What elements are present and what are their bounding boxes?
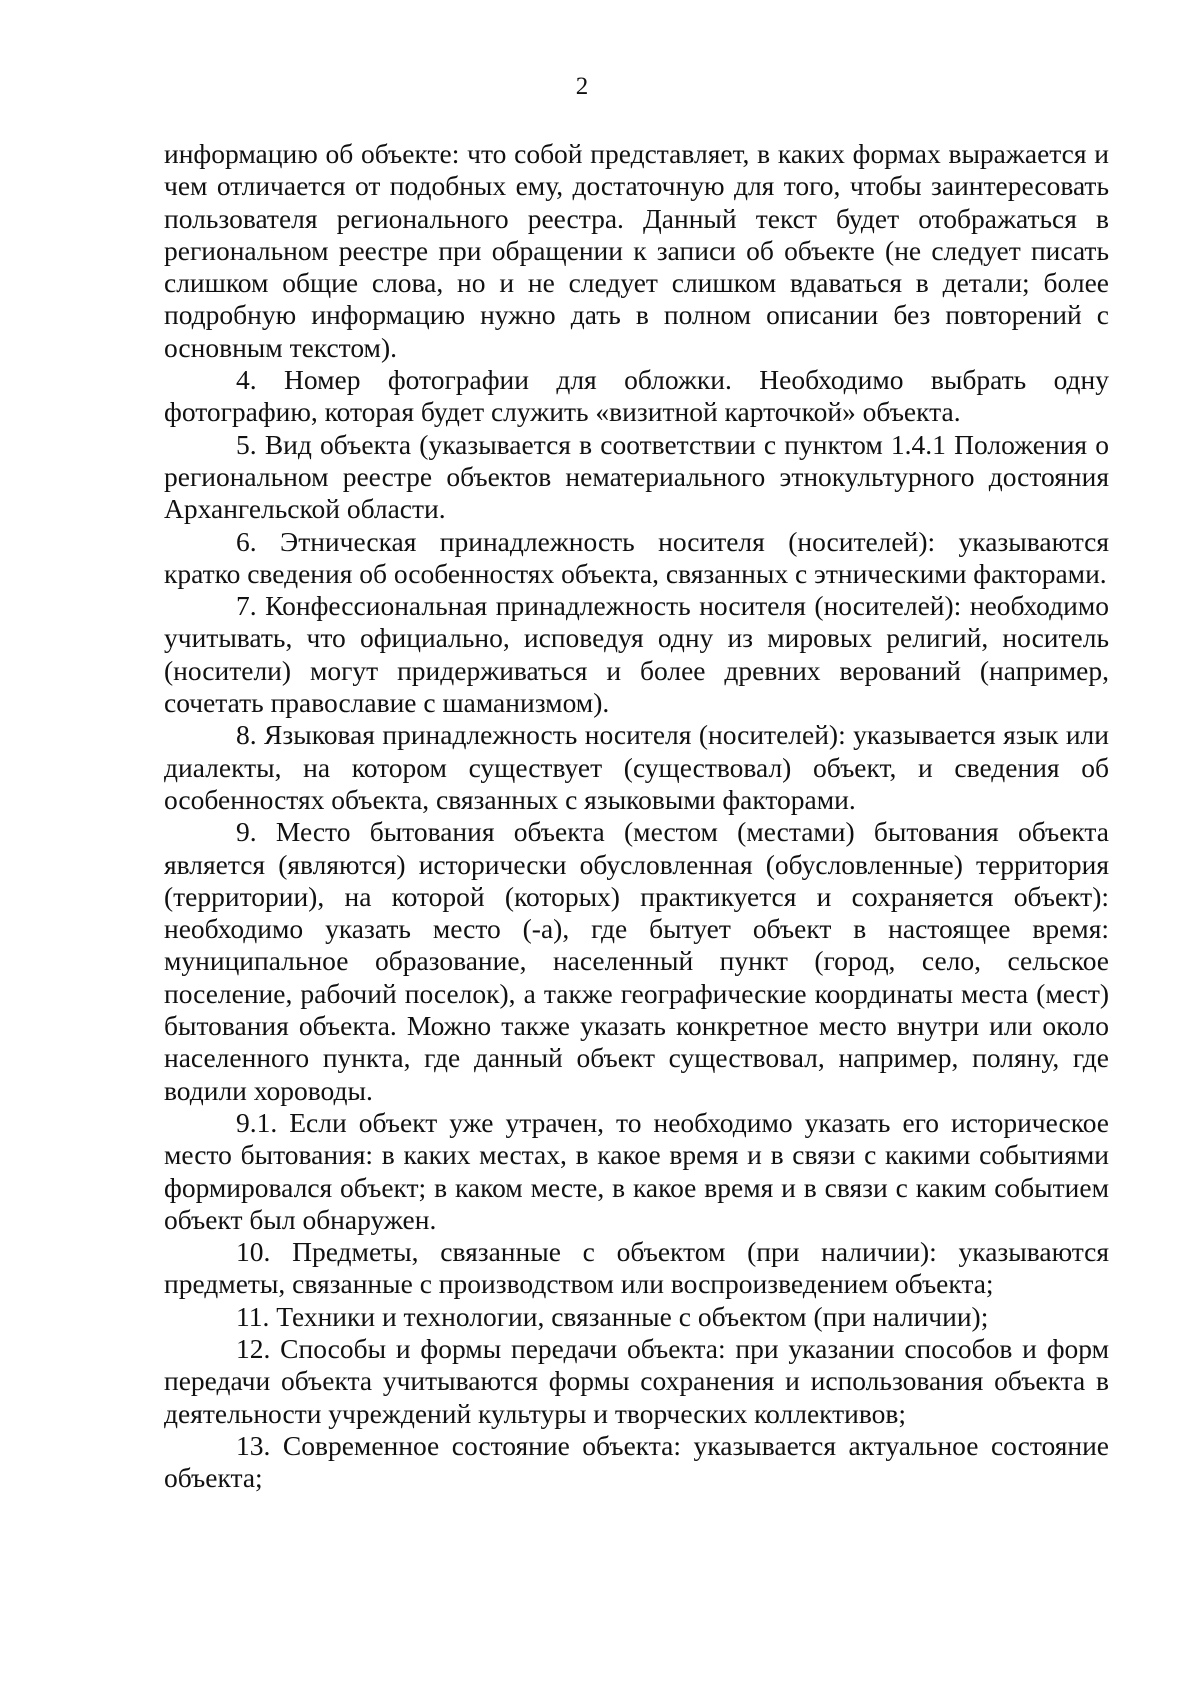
paragraph-item-11: 11. Техники и технологии, связанные с объектом (при наличии); bbox=[236, 1300, 989, 1332]
paragraph-item-9-1: 9.1. Если объект уже утрачен, то необходимо указать его историческое место бытования: в каких местах, в какое время и в связи с какими событиями формировался объект; в каком месте, в какое время и в связи с каким событием объект был обнаружен. bbox=[164, 1106, 1109, 1235]
paragraph-item-5: 5. Вид объекта (указывается в соответствии с пунктом 1.4.1 Положения о региональном реестре объектов нематериального этнокультурного достояния Архангельской области. bbox=[164, 428, 1109, 525]
paragraph-item-8: 8. Языковая принадлежность носителя (носителей): указывается язык или диалекты, на котором существует (существовал) объект, и сведения об особенностях объекта, связанных с языковыми факторами. bbox=[164, 719, 1109, 815]
paragraph-item-6: 6. Этническая принадлежность носителя (носителей): указываются кратко сведения об особенностях объекта, связанных с этническими факторами. bbox=[164, 525, 1109, 589]
paragraph-item-10: 10. Предметы, связанные с объектом (при наличии): указываются предметы, связанные с производством или воспроизведением объекта; bbox=[164, 1236, 1109, 1300]
paragraph-continuation: информацию об объекте: что собой представляет, в каких формах выражается и чем отличается от подобных ему, достаточную для того, чтобы заинтересовать пользователя регионального реестра. Данный текст будет отображаться в региональном реестре при обращении к записи об объекте (не следует писать слишком общие слова, но и не следует слишком вдаваться в детали; более подробную информацию нужно дать в полном описании без повторений с основным текстом). bbox=[164, 138, 1109, 363]
paragraph-item-7: 7. Конфессиональная принадлежность носителя (носителей): необходимо учитывать, что официально, исповедуя одну из мировых религий, носитель (носители) могут придерживаться и более древних верований (например, сочетать православие с шаманизмом). bbox=[164, 590, 1109, 719]
paragraph-item-13: 13. Современное состояние объекта: указывается актуальное состояние объекта; bbox=[164, 1429, 1109, 1494]
paragraph-item-12: 12. Способы и формы передачи объекта: при указании способов и форм передачи объекта учитываются формы сохранения и использования объекта в деятельности учреждений культуры и творческих коллективов; bbox=[164, 1332, 1109, 1429]
document-body bbox=[164, 138, 1109, 1494]
page-number: 2 bbox=[575, 73, 589, 100]
paragraph-item-4: 4. Номер фотографии для обложки. Необходимо выбрать одну фотографию, которая будет служить «визитной карточкой» объекта. bbox=[164, 364, 1109, 428]
paragraph-item-9: 9. Место бытования объекта (местом (местами) бытования объекта является (являются) исторически обусловленная (обусловленные) территория (территории), на которой (которых) практикуется и сохраняется объект): необходимо указать место (-а), где бытует объект в настоящее время: муниципальное образование, населенный пункт (город, село, сельское поселение, рабочий поселок), а также географические координаты места (мест) бытования объекта. Можно также указать конкретное место внутри или около населенного пункта, где данный объект существовал, например, поляну, где водили хороводы. bbox=[164, 816, 1109, 1106]
